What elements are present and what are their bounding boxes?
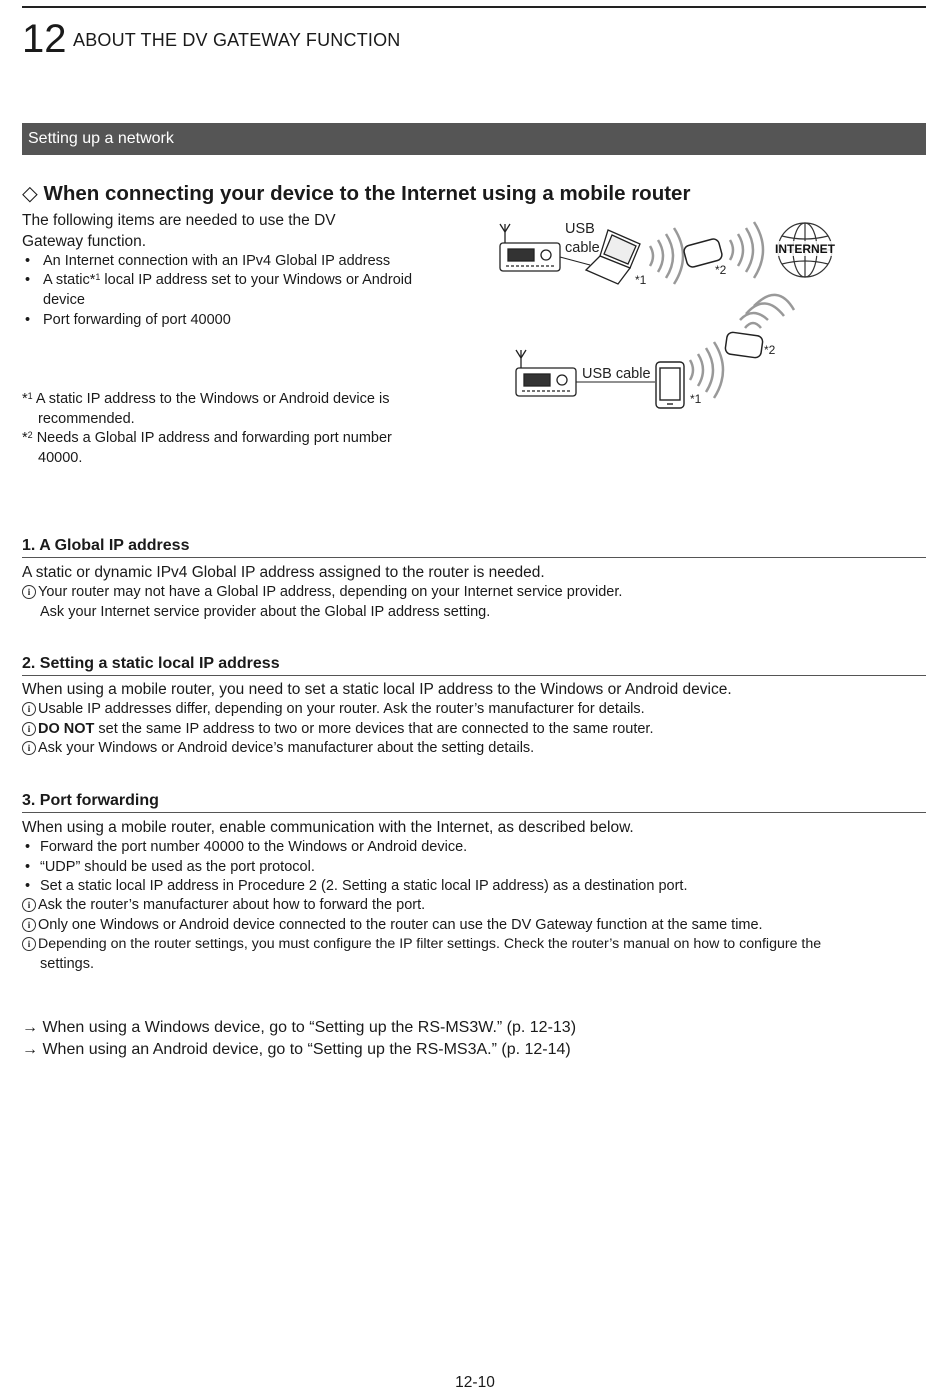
section1-lead: A static or dynamic IPv4 Global IP address assigned to the router is needed.: [22, 564, 545, 581]
info-icon: i: [22, 898, 36, 912]
transceiver-icon: [516, 350, 576, 396]
mobile-router-icon: [725, 332, 764, 359]
usb-cable-label-top-1: USB: [565, 221, 595, 237]
intro-lead-line1: The following items are needed to use the DV: [22, 212, 336, 229]
intro-bullet-2: • A static*$^1$ local IP address set to your Windows or Android device: [25, 271, 465, 311]
mark-star2-top: *2: [715, 263, 727, 277]
footnote-2: *$^2$ Needs a Global IP address and forwarding port number 40000.: [22, 430, 392, 466]
info-icon: i: [22, 937, 36, 951]
subsection-heading-text: When connecting your device to the Internet using a mobile router: [43, 182, 691, 205]
section2-lead: When using a mobile router, you need to set a static local IP address to the Windows or Android device.: [22, 681, 732, 698]
info-icon: i: [22, 702, 36, 716]
wifi-waves-icon: [730, 222, 763, 278]
usb-cable-label-top-2: cable: [565, 240, 600, 256]
intro-bullet-text: Port forwarding of port 40000: [43, 312, 231, 328]
intro-bullet-text: A static*$^1$ local IP address set to your Windows or Android: [43, 272, 413, 288]
smartphone-icon: [656, 362, 684, 408]
footnote-1: *$^1$ A static IP address to the Windows or Android device is recommended.: [22, 391, 390, 427]
info-icon: i: [22, 918, 36, 932]
section1-title: 1. A Global IP address: [22, 537, 190, 554]
diamond-icon: ◇: [22, 182, 38, 205]
wifi-waves-icon: [650, 228, 683, 284]
info-icon: i: [22, 722, 36, 736]
page-number: 12-10: [455, 1374, 495, 1391]
laptop-icon: [586, 230, 640, 284]
list-item: • “UDP” should be used as the port protocol.: [25, 858, 315, 875]
section3-bullets: [25, 838, 925, 897]
section-bar: Setting up a network: [22, 123, 926, 155]
intro-lead: [22, 210, 452, 252]
link-android[interactable]: → When using an Android device, go to “Setting up the RS-MS3A.” (p. 12-14): [22, 1041, 571, 1058]
section3-rule: [22, 812, 926, 813]
section2-title: 2. Setting a static local IP address: [22, 655, 280, 672]
intro-bullet-text: An Internet connection with an IPv4 Global IP address: [43, 253, 391, 269]
list-item: • Set a static local IP address in Procedure 2 (2. Setting a static local IP address) as a destination port.: [25, 878, 688, 894]
arrow-right-icon: →: [22, 1019, 38, 1036]
intro-lead-line2: Gateway function.: [22, 233, 147, 250]
transceiver-icon: [500, 224, 560, 271]
section2-rule: [22, 675, 926, 676]
subsection-heading: [22, 181, 690, 207]
link-windows[interactable]: → When using a Windows device, go to “Setting up the RS-MS3W.” (p. 12-13): [22, 1019, 577, 1036]
internet-label: INTERNET: [775, 242, 835, 256]
mark-star1-top: *1: [635, 273, 647, 287]
chapter-number: 12: [22, 17, 67, 61]
chapter-title: ABOUT THE DV GATEWAY FUNCTION: [73, 30, 401, 50]
wifi-waves-icon: [690, 342, 723, 398]
mark-star2-bottom: *2: [764, 343, 776, 357]
intro-bullet-text-cont: device: [43, 292, 85, 308]
arrow-right-icon: →: [22, 1041, 38, 1058]
section3-title: 3. Port forwarding: [22, 792, 159, 809]
section1-info: i Your router may not have a Global IP address, depending on your Internet service provider. Ask your Internet service provider about the Global IP address setting.: [22, 583, 922, 622]
section3-lead: When using a mobile router, enable communication with the Internet, as described below.: [22, 819, 634, 836]
cross-references: [22, 1017, 576, 1061]
list-item: • Forward the port number 40000 to the Windows or Android device.: [25, 839, 468, 855]
info-icon: i: [22, 741, 36, 755]
top-rule: [22, 6, 926, 8]
info-icon: i: [22, 585, 36, 599]
section2-info: i Usable IP addresses differ, depending on your router. Ask the router’s manufacturer for details. i DO NOT set the same IP address to two or more devices that are connected to the same router. i Ask your Windows or Android device’s manufacturer about the setting details.: [22, 700, 922, 759]
section3-info: i Ask the router’s manufacturer about how to forward the port. i Only one Windows or Android device connected to the router can use the DV Gateway function at the same time. i Depending on the router settings, you must configure the IP filter settings. Check the router’s manual on how to configure the settings.: [22, 896, 926, 974]
network-diagram: [490, 210, 850, 420]
wifi-waves-icon: [740, 295, 794, 328]
mark-star1-bottom: *1: [690, 392, 702, 406]
usb-cable-label-bottom: USB cable: [582, 366, 651, 382]
section1-rule: [22, 557, 926, 558]
